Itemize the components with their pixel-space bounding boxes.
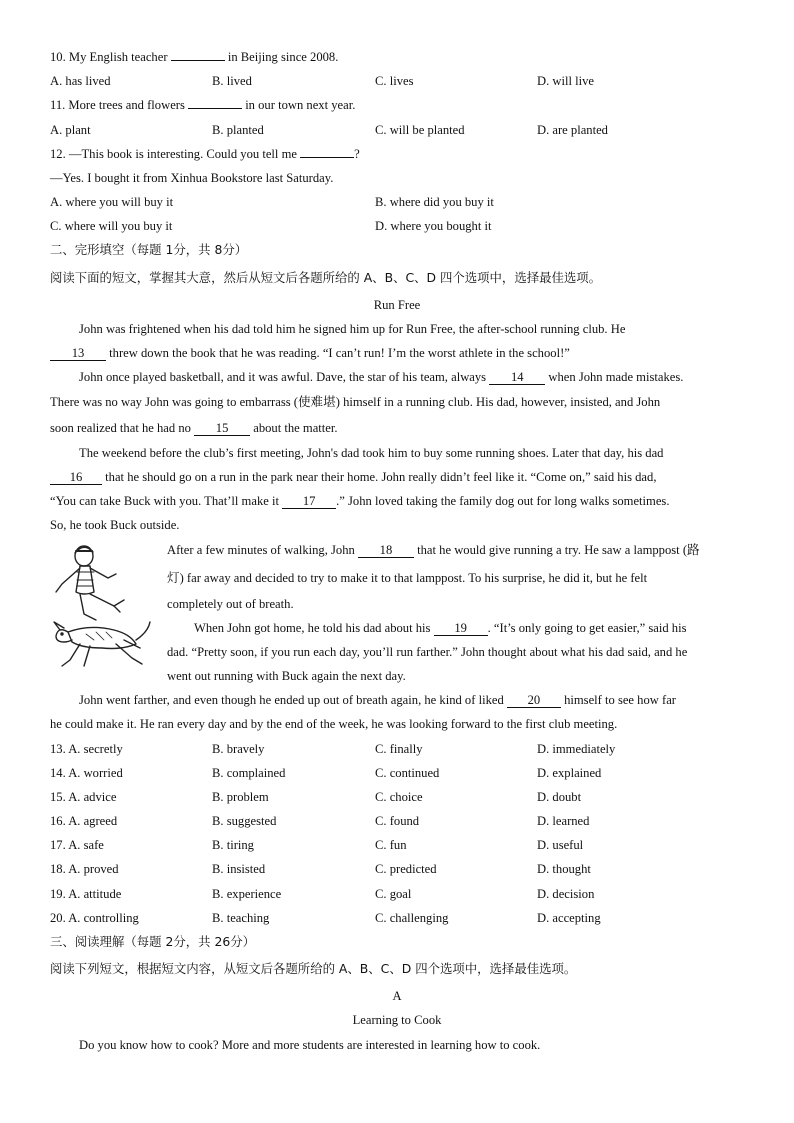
q10-stem: 10. My English teacher in Beijing since 2008.: [50, 50, 339, 64]
p2-line3: soon realized that he had no 15 about the matter.: [50, 421, 338, 435]
p6-line2: he could make it. He ran every day and by the end of the week, he was looking forward to the first club meeting.: [50, 717, 618, 731]
choice-13-b: B. bravely: [212, 742, 265, 756]
q11-option-b: B. planted: [212, 123, 264, 137]
choice-15-d: D. doubt: [537, 790, 582, 804]
blank-20: 20: [507, 693, 561, 708]
passage-a-first-line: Do you know how to cook? More and more students are interested in learning how to cook.: [79, 1038, 541, 1052]
section2-title: 二、完形填空（每题 1分，共 8分）: [50, 242, 248, 257]
p3-line4: So, he took Buck outside.: [50, 518, 180, 532]
q12-stem: 12. —This book is interesting. Could you tell me ?: [50, 147, 360, 161]
choice-13-a: 13. A. secretly: [50, 742, 123, 756]
q12-option-b: B. where did you buy it: [375, 195, 494, 209]
choice-16-b: B. suggested: [212, 814, 277, 828]
p1-line2: 13 threw down the book that he was reading. “I can’t run! I’m the worst athlete in the school!”: [50, 345, 570, 361]
blank-13: 13: [50, 346, 106, 361]
choice-15-a: 15. A. advice: [50, 790, 117, 804]
q11-stem: 11. More trees and flowers in our town next year.: [50, 98, 356, 112]
q10-option-b: B. lived: [212, 74, 252, 88]
q12-blank: [300, 157, 354, 158]
choice-19-d: D. decision: [537, 887, 595, 901]
choice-17-a: 17. A. safe: [50, 838, 104, 852]
q10-blank: [171, 60, 225, 61]
choice-18-b: B. insisted: [212, 862, 266, 876]
choice-13-d: D. immediately: [537, 742, 616, 756]
q11-blank: [188, 108, 242, 109]
p2-line1: John once played basketball, and it was awful. Dave, the star of his team, always 14 when John made mistakes.: [79, 370, 684, 384]
choice-16-a: 16. A. agreed: [50, 814, 118, 828]
blank-15: 15: [194, 421, 250, 436]
choice-19-c: C. goal: [375, 887, 412, 901]
p3-line2: 16 that he should go on a run in the park near their home. John really didn’t feel like it. “Come on,” said his dad,: [50, 469, 656, 485]
choice-15-c: C. choice: [375, 790, 423, 804]
passage-a-title: Learning to Cook: [352, 1013, 442, 1027]
choice-20-d: D. accepting: [537, 911, 601, 925]
choice-15-b: B. problem: [212, 790, 269, 804]
choice-19-a: 19. A. attitude: [50, 887, 122, 901]
choice-14-d: D. explained: [537, 766, 602, 780]
p6-line1: John went farther, and even though he ended up out of breath again, he kind of liked 20 himself to see how far: [79, 693, 676, 707]
q12-option-c: C. where will you buy it: [50, 219, 173, 233]
q10-option-c: C. lives: [375, 74, 414, 88]
p3-line1: The weekend before the club’s first meeting, John's dad took him to buy some running shoes. Later that day, his dad: [79, 446, 664, 460]
section3-instruction: 阅读下列短文，根据短文内容，从短文后各题所给的 A、B、C、D 四个选项中，选择最佳选项。: [50, 961, 577, 976]
choice-18-c: C. predicted: [375, 862, 437, 876]
blank-19: 19: [434, 621, 488, 636]
p4-line2: 灯) far away and decided to try to make it to that lamppost. To his surprise, he did it, but he felt: [167, 571, 648, 585]
choice-18-a: 18. A. proved: [50, 862, 119, 876]
choice-14-b: B. complained: [212, 766, 286, 780]
q12-reply: —Yes. I bought it from Xinhua Bookstore last Saturday.: [50, 171, 334, 185]
p5-line1: When John got home, he told his dad about his 19 . “It’s only going to get easier,” said his: [194, 621, 687, 635]
section2-instruction: 阅读下面的短文，掌握其大意，然后从短文后各题所给的 A、B、C、D 四个选项中，选择最佳选项。: [50, 270, 602, 285]
blank-16: 16: [50, 470, 102, 485]
blank-14: 14: [489, 370, 545, 385]
p4-line3: completely out of breath.: [167, 597, 294, 611]
choice-16-c: C. found: [375, 814, 420, 828]
choice-13-c: C. finally: [375, 742, 423, 756]
p1-line1: John was frightened when his dad told him he signed him up for Run Free, the after-school running club. He: [79, 322, 626, 336]
q12-option-d: D. where you bought it: [375, 219, 492, 233]
choice-14-a: 14. A. worried: [50, 766, 123, 780]
p3-line3: “You can take Buck with you. That’ll make it 17 .” John loved taking the family dog out for long walks sometimes.: [50, 494, 670, 508]
choice-14-c: C. continued: [375, 766, 440, 780]
p5-line3: went out running with Buck again the next day.: [167, 669, 406, 683]
blank-17: 17: [282, 494, 336, 509]
p4-line1: After a few minutes of walking, John 18 that he would give running a try. He saw a lamppost (路: [167, 543, 700, 557]
q11-option-c: C. will be planted: [375, 123, 465, 137]
choice-20-c: C. challenging: [375, 911, 449, 925]
q11-option-d: D. are planted: [537, 123, 608, 137]
choice-17-b: B. tiring: [212, 838, 254, 852]
choice-17-c: C. fun: [375, 838, 407, 852]
choice-19-b: B. experience: [212, 887, 282, 901]
choice-20-b: B. teaching: [212, 911, 270, 925]
passage-a-label: A: [392, 989, 402, 1003]
section3-title: 三、阅读理解（每题 2分，共 26分）: [50, 934, 255, 949]
q10-option-a: A. has lived: [50, 74, 111, 88]
choice-18-d: D. thought: [537, 862, 591, 876]
choice-16-d: D. learned: [537, 814, 590, 828]
passage-title: Run Free: [373, 298, 421, 312]
q11-option-a: A. plant: [50, 123, 91, 137]
q10-option-d: D. will live: [537, 74, 595, 88]
p2-line2: There was no way John was going to embarrass (使难堪) himself in a running club. His dad, however, insisted, and John: [50, 395, 661, 409]
boy-and-dog-illustration: [50, 540, 156, 680]
choice-17-d: D. useful: [537, 838, 584, 852]
p5-line2: dad. “Pretty soon, if you run each day, you’ll run farther.” John thought about what his dad said, and he: [167, 645, 688, 659]
blank-18: 18: [358, 543, 414, 558]
choice-20-a: 20. A. controlling: [50, 911, 139, 925]
q12-option-a: A. where you will buy it: [50, 195, 174, 209]
